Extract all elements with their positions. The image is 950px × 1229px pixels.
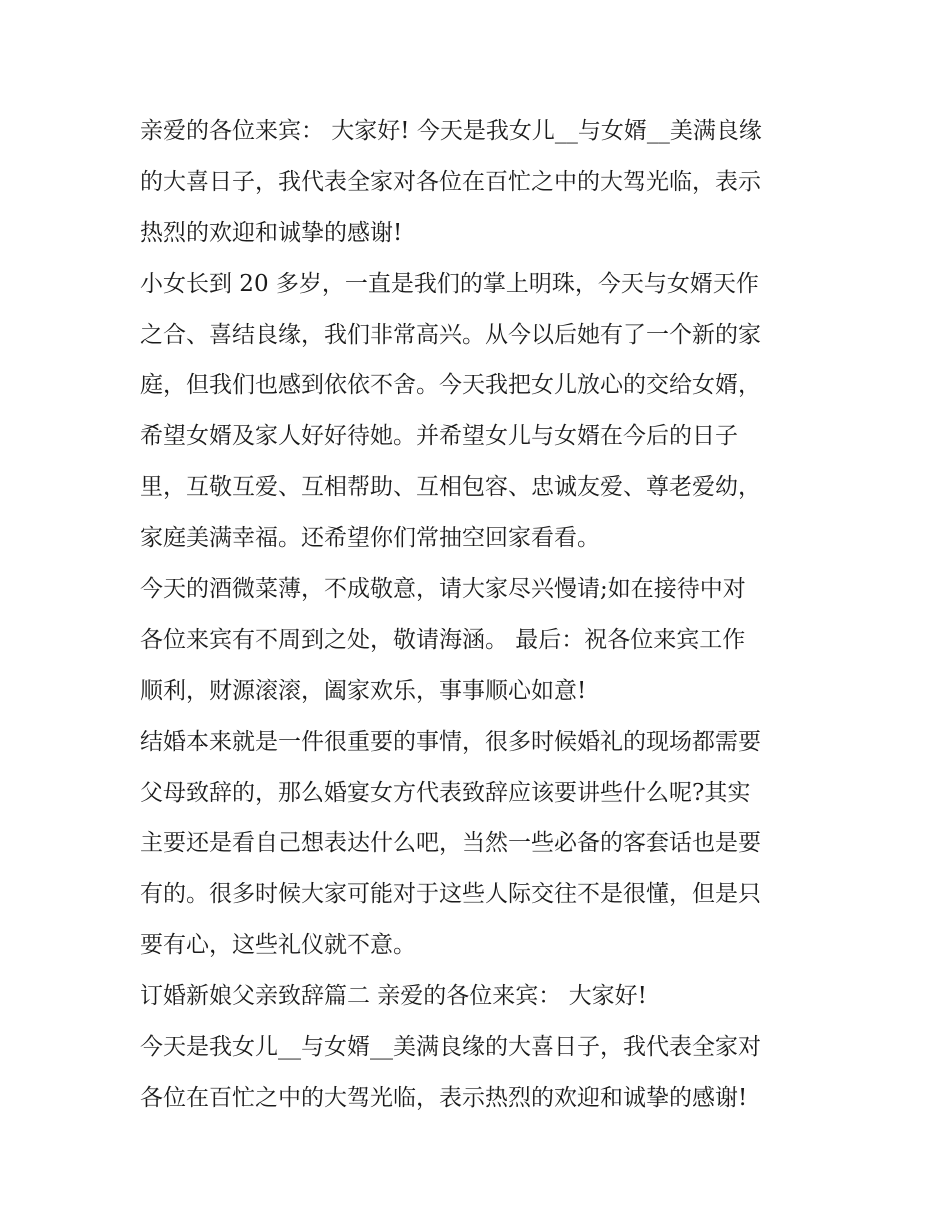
text-line: 订婚新娘父亲致辞篇二 亲爱的各位来宾： 大家好! bbox=[140, 983, 647, 1010]
text-line: 热烈的欢迎和诚挚的感谢! bbox=[140, 219, 403, 246]
text-line: 亲爱的各位来宾： 大家好! 今天是我女儿__与女婿__美满良缘 bbox=[140, 118, 762, 144]
text-line: 庭，但我们也感到依依不舍。今天我把女儿放心的交给女婿， bbox=[140, 372, 761, 399]
text-line: 的大喜日子，我代表全家对各位在百忙之中的大驾光临，表示 bbox=[140, 168, 761, 195]
text-line: 顺利，财源滚滚，阖家欢乐，事事顺心如意! bbox=[140, 677, 587, 704]
text-line: 有的。很多时候大家可能对于这些人际交往不是很懂，但是只 bbox=[140, 881, 761, 908]
text-line: 小女长到 20 多岁，一直是我们的掌上明珠，今天与女婿天作 bbox=[140, 270, 759, 297]
speech-text bbox=[140, 106, 820, 1124]
text-line: 之合、喜结良缘，我们非常高兴。从今以后她有了一个新的家 bbox=[140, 321, 761, 348]
text-line: 要有心，这些礼仪就不意。 bbox=[140, 932, 416, 959]
text-line: 各位来宾有不周到之处，敬请海涵。 最后：祝各位来宾工作 bbox=[140, 626, 746, 653]
text-line: 今天是我女儿__与女婿__美满良缘的大喜日子，我代表全家对 bbox=[140, 1034, 761, 1061]
text-line: 家庭美满幸福。还希望你们常抽空回家看看。 bbox=[140, 525, 600, 552]
text-line: 结婚本来就是一件很重要的事情，很多时候婚礼的现场都需要 bbox=[140, 728, 761, 755]
text-line: 主要还是看自己想表达什么吧，当然一些必备的客套话也是要 bbox=[140, 830, 761, 857]
text-line: 今天的酒微菜薄，不成敬意，请大家尽兴慢请;如在接待中对 bbox=[140, 576, 746, 603]
text-line: 父母致辞的，那么婚宴女方代表致辞应该要讲些什么呢?其实 bbox=[140, 779, 751, 806]
text-line: 里，互敬互爱、互相帮助、互相包容、忠诚友爱、尊老爱幼， bbox=[140, 474, 761, 501]
text-line: 希望女婿及家人好好待她。并希望女儿与女婿在今后的日子 bbox=[140, 423, 738, 450]
text-line: 各位在百忙之中的大驾光临，表示热烈的欢迎和诚挚的感谢! bbox=[140, 1084, 748, 1111]
